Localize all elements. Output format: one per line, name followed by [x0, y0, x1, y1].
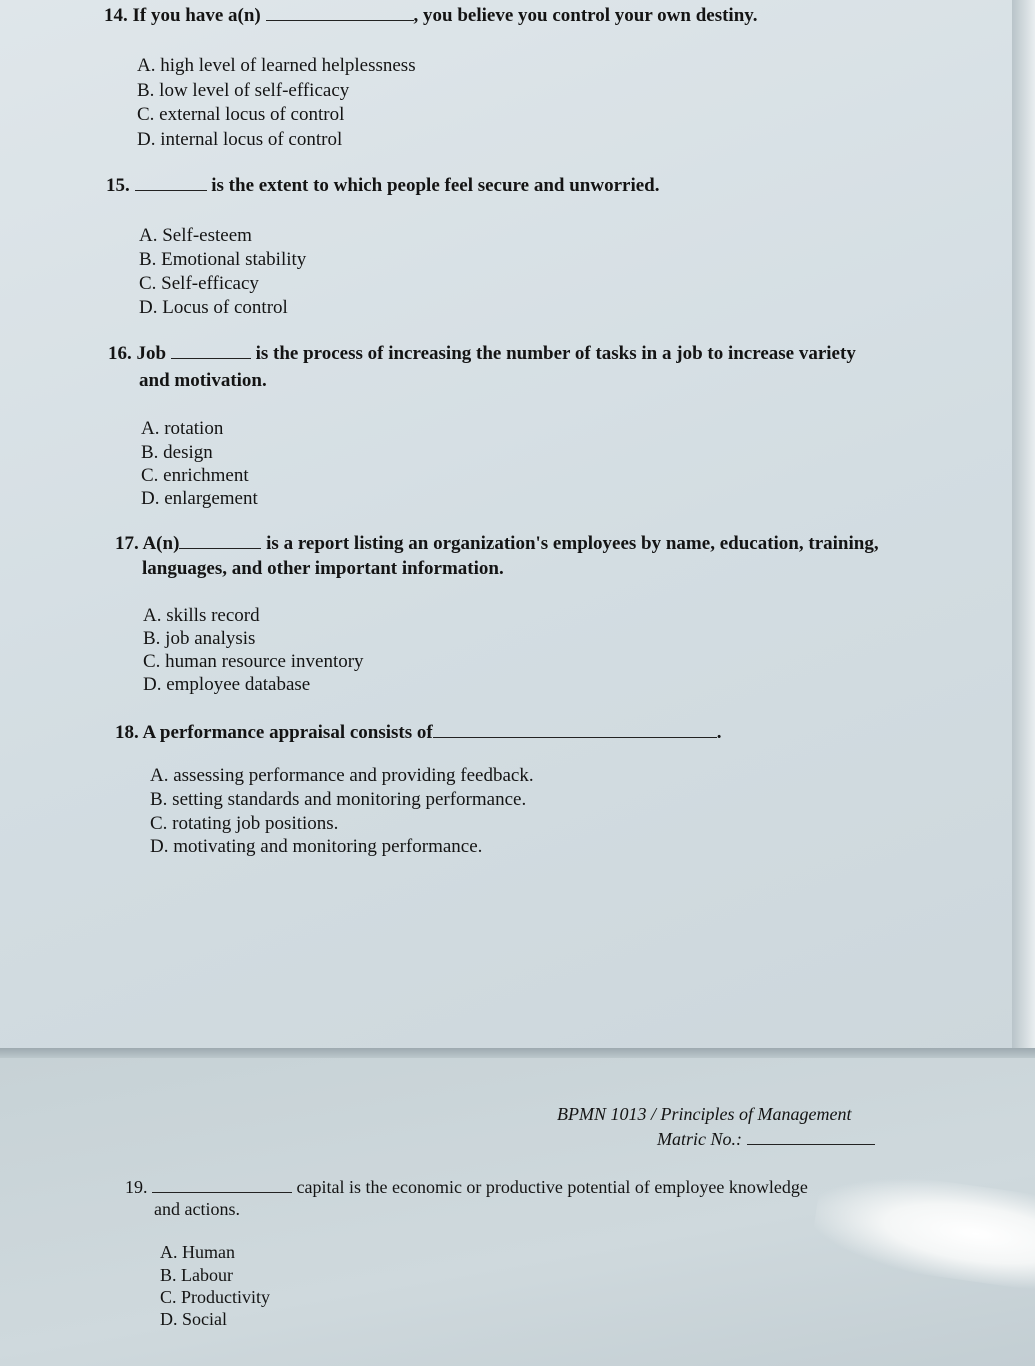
question-14 — [104, 4, 757, 27]
question-stem: is the extent to which people feel secure and unworried. — [211, 175, 660, 196]
matric-blank — [747, 1128, 875, 1145]
matric-label: Matric No.: — [657, 1129, 742, 1149]
option-d: D. motivating and monitoring performance. — [150, 836, 483, 857]
page-edge — [1012, 0, 1035, 1050]
option-a: A. rotation — [141, 418, 224, 439]
question-number: 18. — [115, 722, 139, 743]
question-18 — [115, 721, 721, 744]
question-stem: is the process of increasing the number of tasks in a job to increase variety — [255, 343, 856, 364]
question-stem-line2: and motivation. — [139, 370, 267, 391]
answer-blank — [135, 174, 207, 191]
question-16 — [108, 342, 856, 365]
question-stem: A performance appraisal consists of — [142, 722, 433, 743]
question-15 — [106, 174, 659, 197]
page-separator — [0, 1048, 1035, 1058]
option-b: B. design — [141, 442, 213, 463]
question-number: 16. — [108, 343, 132, 364]
option-b: B. low level of self-efficacy — [137, 80, 350, 101]
option-d: D. Locus of control — [139, 297, 288, 318]
question-stem: Job — [136, 343, 167, 364]
option-a: A. skills record — [143, 605, 260, 626]
question-stem: , you believe you control your own destiny. — [413, 5, 758, 26]
option-c: C. rotating job positions. — [150, 813, 339, 834]
question-stem-line2: languages, and other important information. — [142, 558, 504, 579]
option-c: C. external locus of control — [137, 104, 345, 125]
option-b: B. setting standards and monitoring performance. — [150, 789, 527, 810]
answer-blank — [179, 532, 261, 549]
answer-blank — [433, 721, 717, 738]
question-number: 14. — [104, 5, 128, 26]
question-stem: A(n) — [142, 533, 180, 554]
question-19 — [125, 1176, 808, 1198]
option-d: D. internal locus of control — [137, 129, 343, 150]
option-c: C. human resource inventory — [143, 651, 364, 672]
answer-blank — [152, 1176, 292, 1193]
question-stem: capital is the economic or productive potential of employee knowledge — [296, 1177, 808, 1197]
question-17 — [115, 532, 879, 555]
question-number: 15. — [106, 175, 130, 196]
option-a: A. high level of learned helplessness — [137, 55, 416, 76]
option-a: A. Human — [160, 1242, 235, 1262]
option-a: A. assessing performance and providing feedback. — [150, 765, 534, 786]
question-stem-line2: and actions. — [154, 1199, 240, 1219]
option-a: A. Self-esteem — [139, 225, 252, 246]
option-d: D. Social — [160, 1309, 227, 1329]
option-d: D. enlargement — [141, 488, 258, 509]
option-b: B. Emotional stability — [139, 249, 307, 270]
option-c: C. enrichment — [141, 465, 249, 486]
option-b: B. job analysis — [143, 628, 256, 649]
question-number: 19. — [125, 1177, 148, 1197]
option-c: C. Productivity — [160, 1287, 271, 1307]
option-d: D. employee database — [143, 674, 311, 695]
course-title: BPMN 1013 / Principles of Management — [557, 1104, 852, 1124]
question-number: 17. — [115, 533, 139, 554]
question-stem: is a report listing an organization's employees by name, education, training, — [266, 533, 879, 554]
option-c: C. Self-efficacy — [139, 273, 259, 294]
option-b: B. Labour — [160, 1265, 233, 1285]
answer-blank — [171, 342, 251, 359]
answer-blank — [266, 4, 414, 21]
question-stem: If you have a(n) — [132, 5, 261, 26]
question-stem: . — [716, 722, 722, 743]
matric-number — [657, 1128, 875, 1150]
